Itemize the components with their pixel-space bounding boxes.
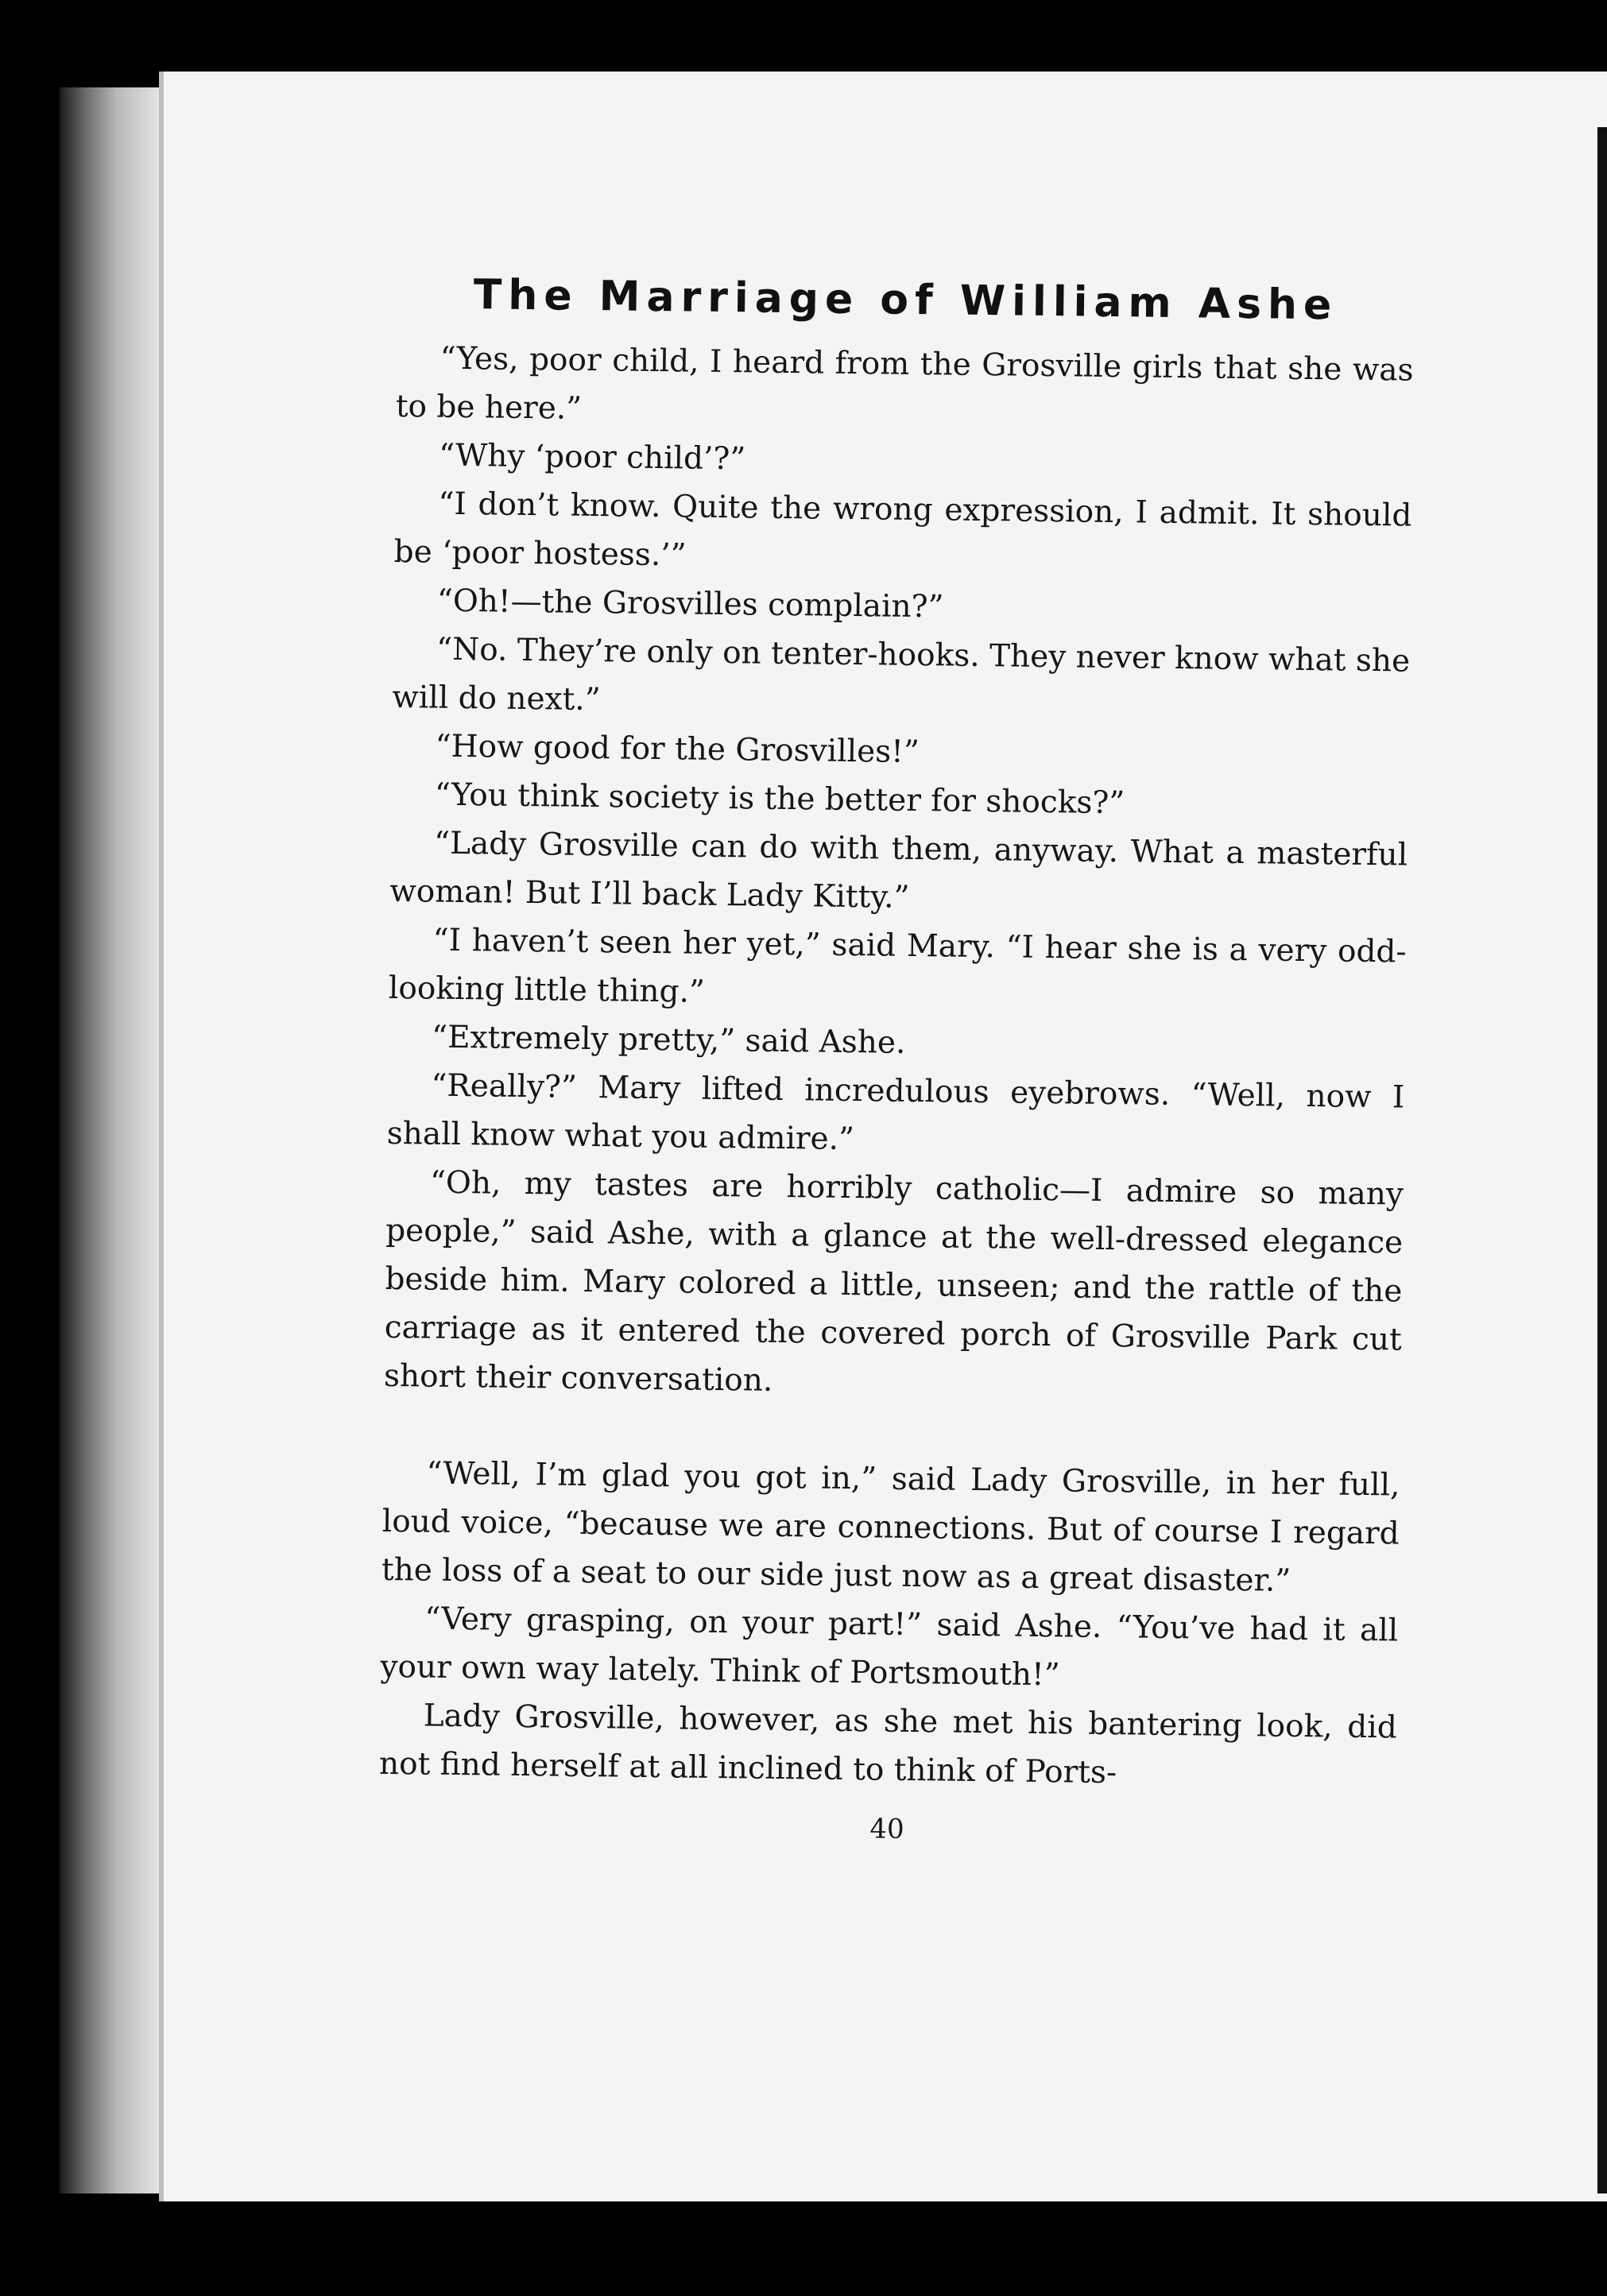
paragraph: “No. They’re only on tenter-hooks. They never know what she will do next.” <box>392 631 1411 718</box>
paragraph: “Very grasping, on your part!” said Ashe. “You’ve had it all your own way lately. Think of Portsmouth!” <box>380 1601 1399 1694</box>
paragraph: “Oh!—the Grosvilles complain?” <box>436 583 944 625</box>
paragraph: “Lady Grosville can do with them, anyway. What a masterful woman! But I’ll back Lady Kitty.” <box>389 825 1408 916</box>
paragraph: “Really?” Mary lifted incredulous eyebrows. “Well, now I shall know what you admire.” <box>386 1067 1405 1158</box>
paragraph: “I haven’t seen her yet,” said Mary. “I hear she is a very odd-looking little thing.” <box>388 922 1407 1010</box>
paragraph: “I don’t know. Quite the wrong expression, I admit. It should be ‘poor hostess.’” <box>393 486 1412 574</box>
running-head-title: The Marriage of William Ashe <box>473 271 1338 330</box>
paragraph: “Yes, poor child, I heard from the Grosville girls that she was to be here.” <box>395 340 1414 427</box>
right-page-edge <box>1597 127 1607 2193</box>
paragraph: “Extremely pretty,” said Ashe. <box>431 1019 906 1061</box>
paragraph: Lady Grosville, however, as she met his bantering look, did not find herself at all inclined to think of Ports- <box>378 1698 1397 1791</box>
page-text-block <box>378 270 1415 1851</box>
paragraph: “You think society is the better for shocks?” <box>434 776 1125 822</box>
paragraph: “Well, I’m glad you got in,” said Lady Grosville, in her full, loud voice, “because we are connections. But of course I regard the loss of a seat to our side just now as a great disaster.” <box>381 1455 1400 1599</box>
paragraph: “How good for the Grosvilles!” <box>435 728 920 771</box>
page-number: 40 <box>869 1813 904 1845</box>
paragraph: “Oh, my tastes are horribly catholic—I admire so many people,” said Ashe, with a glance at the well-dressed elegance beside him. Mary colored a little, unseen; and the rattle of the carriage as it entered the covered porch of Grosville Park cut short their conversation. <box>383 1164 1404 1399</box>
paragraph: “Why ‘poor child’?” <box>438 437 746 478</box>
book-spine-edge <box>60 87 163 2193</box>
